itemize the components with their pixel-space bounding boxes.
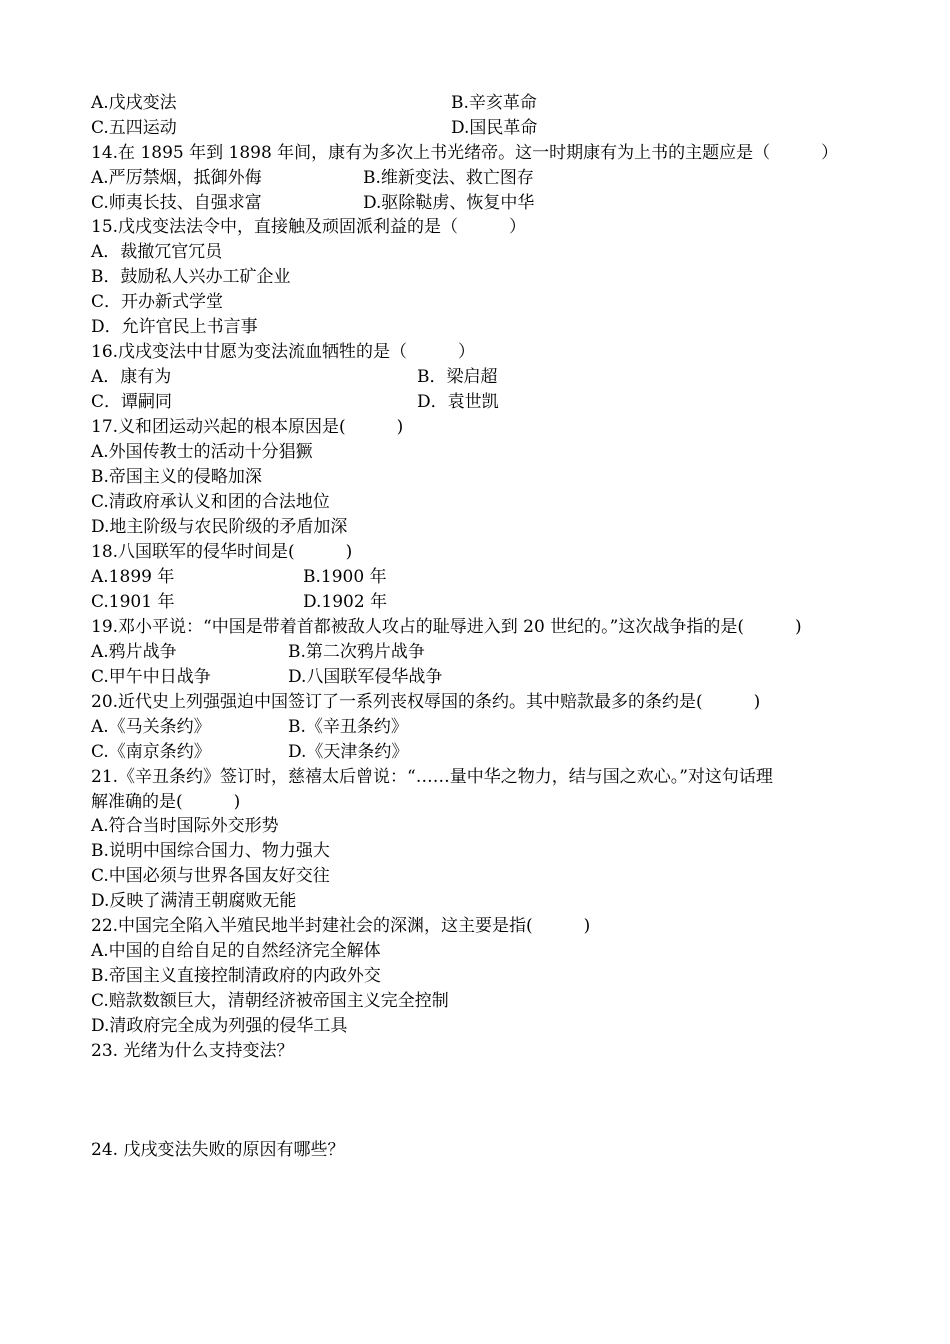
q20-stem: 20.近代史上列强强迫中国签订了一系列丧权辱国的条约。其中赔款最多的条约是( ) [91, 692, 761, 712]
q18-option-a: A.1899 年 [91, 567, 175, 587]
q19-option-a: A.鸦片战争 [91, 642, 177, 662]
q22-option-c: C.赔款数额巨大，清朝经济被帝国主义完全控制 [91, 991, 449, 1011]
q18-option-d: D.1902 年 [303, 592, 388, 612]
q20-options-row1 [91, 716, 871, 738]
q21-stem-line2: 解准确的是( ) [91, 792, 241, 812]
q13-option-b: B.辛亥革命 [451, 93, 537, 113]
q13-option-c: C.五四运动 [91, 118, 177, 138]
q15-option-b: B．鼓励私人兴办工矿企业 [91, 267, 291, 287]
q22-option-a: A.中国的自给自足的自然经济完全解体 [91, 941, 381, 961]
q16-option-b: B．梁启超 [417, 367, 498, 387]
q21-option-a: A.符合当时国际外交形势 [91, 816, 279, 836]
q16-option-c: C．谭嗣同 [91, 392, 173, 412]
q18-option-c: C.1901 年 [91, 592, 175, 612]
q18-options-row2 [91, 591, 871, 613]
q19-stem: 19.邓小平说：“中国是带着首都被敌人攻占的耻辱进入到 20 世纪的。”这次战争指的是( ) [91, 617, 802, 637]
q19-option-c: C.甲午中日战争 [91, 667, 211, 687]
q13-option-d: D.国民革命 [451, 118, 538, 138]
q17-stem: 17.义和团运动兴起的根本原因是( ) [91, 417, 404, 437]
q13-options-row2 [91, 117, 871, 139]
q14-stem: 14.在 1895 年到 1898 年间，康有为多次上书光绪帝。这一时期康有为上书的主题应是（ ） [91, 143, 839, 163]
q20-option-b: B.《辛丑条约》 [288, 717, 408, 737]
q22-stem: 22.中国完全陷入半殖民地半封建社会的深渊，这主要是指( ) [91, 916, 591, 936]
q19-option-b: B.第二次鸦片战争 [288, 642, 425, 662]
q20-option-a: A.《马关条约》 [91, 717, 211, 737]
q14-options-row1 [91, 167, 871, 189]
q17-option-c: C.清政府承认义和团的合法地位 [91, 492, 330, 512]
q13-option-a: A.戊戌变法 [91, 93, 177, 113]
q17-option-b: B.帝国主义的侵略加深 [91, 467, 262, 487]
q16-stem: 16.戊戌变法中甘愿为变法流血牺牲的是（ ） [91, 342, 476, 362]
q15-option-d: D．允许官民上书言事 [91, 317, 258, 337]
q21-option-d: D.反映了满清王朝腐败无能 [91, 891, 297, 911]
q22-option-b: B.帝国主义直接控制清政府的内政外交 [91, 966, 381, 986]
q16-options-row1 [91, 366, 871, 388]
q15-stem: 15.戊戌变法法令中，直接触及顽固派利益的是（ ） [91, 217, 527, 237]
q17-option-a: A.外国传教士的活动十分猖獗 [91, 442, 313, 462]
q21-option-c: C.中国必须与世界各国友好交往 [91, 866, 330, 886]
q14-option-b: B.维新变法、救亡图存 [363, 168, 534, 188]
q14-option-c: C.师夷长技、自强求富 [91, 193, 262, 213]
q24-stem: 24. 戊戌变法失败的原因有哪些？ [91, 1140, 345, 1160]
q21-stem-line1: 21.《辛丑条约》签订时，慈禧太后曾说：“……量中华之物力，结与国之欢心。”对这句话理 [91, 767, 773, 787]
q18-options-row1 [91, 566, 871, 588]
q18-stem: 18.八国联军的侵华时间是( ) [91, 542, 353, 562]
q20-option-d: D.《天津条约》 [288, 742, 409, 762]
q14-options-row2 [91, 192, 871, 214]
q20-option-c: C.《南京条约》 [91, 742, 211, 762]
q15-option-c: C．开办新式学堂 [91, 292, 224, 312]
q13-options-row1 [91, 92, 871, 114]
q19-options-row2 [91, 666, 871, 688]
q21-option-b: B.说明中国综合国力、物力强大 [91, 841, 330, 861]
q16-option-a: A．康有为 [91, 367, 172, 387]
q23-stem: 23. 光绪为什么支持变法？ [91, 1041, 294, 1061]
q19-options-row1 [91, 641, 871, 663]
q20-options-row2 [91, 741, 871, 763]
q15-option-a: A．裁撤冗官冗员 [91, 242, 223, 262]
q14-option-a: A.严厉禁烟，抵御外侮 [91, 168, 262, 188]
q16-option-d: D．袁世凯 [417, 392, 499, 412]
q14-option-d: D.驱除鞑虏、恢复中华 [363, 193, 535, 213]
q19-option-d: D.八国联军侵华战争 [288, 667, 443, 687]
q22-option-d: D.清政府完全成为列强的侵华工具 [91, 1016, 348, 1036]
q16-options-row2 [91, 391, 871, 413]
q17-option-d: D.地主阶级与农民阶级的矛盾加深 [91, 517, 348, 537]
q18-option-b: B.1900 年 [303, 567, 387, 587]
